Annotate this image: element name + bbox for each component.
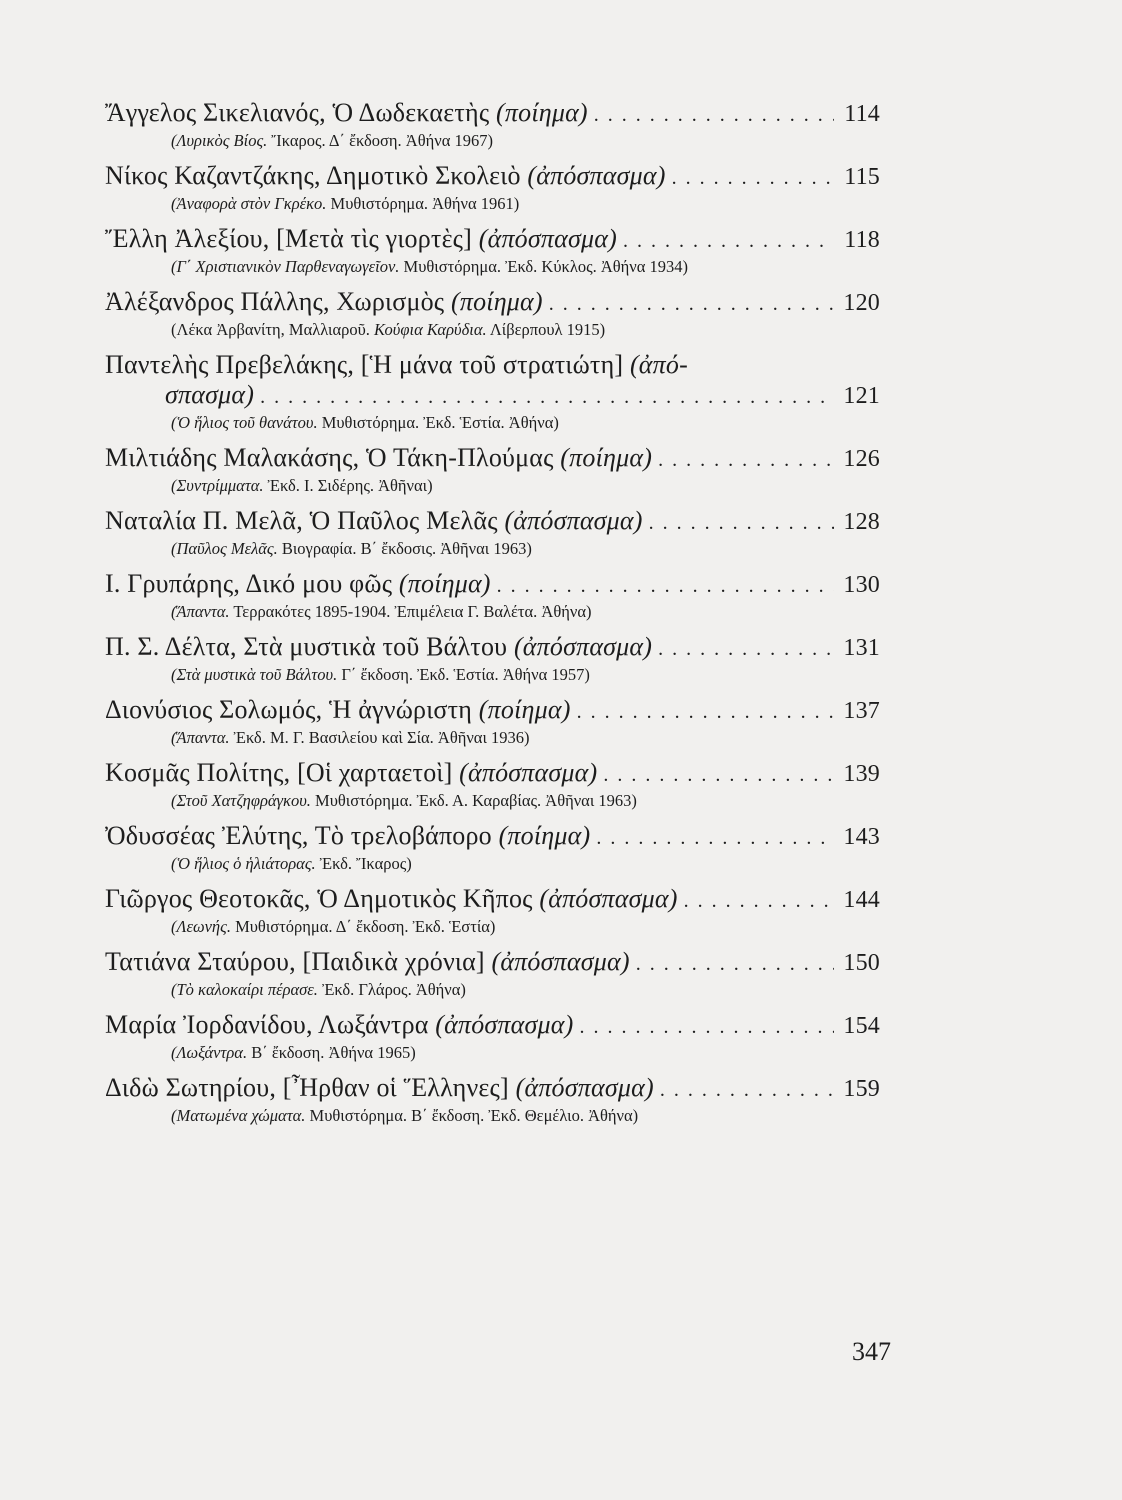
entry-title: Ναταλία Π. Μελᾶ, Ὁ Παῦλος Μελᾶς (ἀπόσπασμα) [105, 506, 643, 535]
entry-page: 128 [843, 509, 880, 535]
entry-page: 126 [843, 446, 880, 472]
entry-page: 144 [843, 887, 880, 913]
entry-heading [105, 98, 880, 130]
toc-entry [105, 98, 880, 152]
entry-title: Ὀδυσσέας Ἐλύτης, Τὸ τρελοβάπορο (ποίημα) [105, 821, 591, 850]
leader-dots [672, 163, 834, 193]
entry-source: (Ἅπαντα. Τερρακότες 1895-1904. Ἐπιμέλεια Γ. Βαλέτα. Ἀθήνα) [171, 602, 592, 621]
entry-page: 143 [843, 824, 880, 850]
leader-dots [579, 1012, 834, 1042]
entry-genre-continued: σπασμα) [165, 380, 255, 409]
entry-source: (Λέκα Ἀρβανίτη, Μαλλιαροῦ. Κούφια Καρύδια. Λίβερπουλ 1915) [171, 320, 606, 339]
entry-title: Π. Σ. Δέλτα, Στὰ μυστικὰ τοῦ Βάλτου (ἀπόσπασμα) [105, 632, 653, 661]
entry-title: Τατιάνα Σταύρου, [Παιδικὰ χρόνια] (ἀπόσπασμα) [105, 947, 630, 976]
entry-title: Παντελὴς Πρεβελάκης, [Ἡ μάνα τοῦ στρατιώτη] (ἀπό- [105, 350, 688, 379]
leader-dots [497, 571, 834, 601]
leader-dots [623, 226, 834, 256]
entry-page: 159 [843, 1076, 880, 1102]
entry-title: Κοσμᾶς Πολίτης, [Οἱ χαρταετοὶ] (ἀπόσπασμα) [105, 758, 598, 787]
entry-source: (Ὁ ἥλιος τοῦ θανάτου. Μυθιστόρημα. Ἐκδ. Ἑστία. Ἀθήνα) [171, 413, 559, 432]
toc-entry [105, 1073, 880, 1127]
entry-heading [105, 224, 880, 256]
entry-source: (Ὁ ἥλιος ὁ ἡλιάτορας. Ἐκδ. Ἴκαρος) [171, 854, 412, 873]
entry-source: (Στὰ μυστικὰ τοῦ Βάλτου. Γ΄ ἔκδοση. Ἐκδ. Ἑστία. Ἀθήνα 1957) [171, 665, 590, 684]
entry-heading [105, 506, 880, 538]
entry-heading [105, 569, 880, 601]
entry-title: Ἀλέξανδρος Πάλλης, Χωρισμὸς (ποίημα) [105, 287, 543, 316]
entry-page: 139 [843, 761, 880, 787]
entry-heading [105, 821, 880, 853]
entry-title: Ἄγγελος Σικελιανός, Ὁ Δωδεκαετὴς (ποίημα) [105, 98, 588, 127]
toc-entry [105, 1010, 880, 1064]
leader-dots [649, 508, 834, 538]
leader-dots [684, 886, 834, 916]
leader-dots [603, 760, 834, 790]
entry-heading [105, 443, 880, 475]
toc-entry [105, 758, 880, 812]
entry-page: 120 [843, 290, 880, 316]
entry-page: 114 [844, 101, 880, 127]
entry-page: 118 [844, 227, 880, 253]
entry-title: Νίκος Καζαντζάκης, Δημοτικὸ Σκολειὸ (ἀπόσπασμα) [105, 161, 666, 190]
leader-dots [594, 100, 834, 130]
entry-source: (Λωξάντρα. Β΄ ἔκδοση. Ἀθήνα 1965) [171, 1043, 416, 1062]
toc-entry [105, 884, 880, 938]
entry-title: Μαρία Ἰορδανίδου, Λωξάντρα (ἀπόσπασμα) [105, 1010, 574, 1039]
entry-page: 154 [843, 1013, 880, 1039]
leader-dots [260, 382, 834, 412]
toc-entry [105, 443, 880, 497]
table-of-contents [105, 98, 880, 1136]
toc-entry [105, 821, 880, 875]
entry-source: (Παῦλος Μελᾶς. Βιογραφία. Β΄ ἔκδοσις. Ἀθῆναι 1963) [171, 539, 532, 558]
toc-entry [105, 224, 880, 278]
entry-heading [105, 884, 880, 916]
entry-source: (Τὸ καλοκαίρι πέρασε. Ἐκδ. Γλάρος. Ἀθήνα) [171, 980, 466, 999]
entry-title: Ι. Γρυπάρης, Δικό μου φῶς (ποίημα) [105, 569, 491, 598]
leader-dots [577, 697, 834, 727]
entry-source: (Ἅπαντα. Ἐκδ. Μ. Γ. Βασιλείου καὶ Σία. Ἀθῆναι 1936) [171, 728, 530, 747]
leader-dots [658, 445, 834, 475]
entry-title: Διονύσιος Σολωμός, Ἡ ἀγνώριστη (ποίημα) [105, 695, 571, 724]
entry-heading [105, 695, 880, 727]
toc-entry [105, 569, 880, 623]
entry-page: 137 [843, 698, 880, 724]
toc-entry [105, 695, 880, 749]
toc-entry [105, 632, 880, 686]
entry-source: (Λυρικὸς Βίος. Ἴκαρος. Δ΄ ἔκδοση. Ἀθήνα 1967) [171, 131, 493, 150]
entry-heading [105, 350, 880, 412]
entry-source: (Λεωνής. Μυθιστόρημα. Δ΄ ἔκδοση. Ἐκδ. Ἑστία) [171, 917, 496, 936]
entry-source: (Συντρίμματα. Ἐκδ. Ι. Σιδέρης. Ἀθῆναι) [171, 476, 433, 495]
entry-heading [105, 287, 880, 319]
leader-dots [660, 1075, 834, 1105]
entry-heading [105, 632, 880, 664]
entry-source: (Στοῦ Χατζηφράγκου. Μυθιστόρημα. Ἐκδ. Α. Καραβίας. Ἀθῆναι 1963) [171, 791, 637, 810]
toc-entry [105, 287, 880, 341]
entry-title: Διδὼ Σωτηρίου, [Ἦρθαν οἱ Ἕλληνες] (ἀπόσπασμα) [105, 1073, 654, 1102]
entry-page: 121 [843, 383, 880, 409]
toc-entry [105, 947, 880, 1001]
toc-entry [105, 161, 880, 215]
entry-heading [105, 758, 880, 790]
leader-dots [636, 949, 834, 979]
toc-entry [105, 506, 880, 560]
entry-title: Ἔλλη Ἀλεξίου, [Μετὰ τὶς γιορτὲς] (ἀπόσπασμα) [105, 224, 617, 253]
toc-entry [105, 350, 880, 434]
entry-heading [105, 1010, 880, 1042]
entry-page: 131 [843, 635, 880, 661]
entry-source: (Γ΄ Χριστιανικὸν Παρθεναγωγεῖον. Μυθιστόρημα. Ἐκδ. Κύκλος. Ἀθήνα 1934) [171, 257, 689, 276]
leader-dots [549, 289, 834, 319]
leader-dots [658, 634, 834, 664]
page-number: 347 [852, 1337, 891, 1366]
entry-page: 130 [843, 572, 880, 598]
entry-heading [105, 161, 880, 193]
entry-page: 150 [843, 950, 880, 976]
entry-title: Γιῶργος Θεοτοκᾶς, Ὁ Δημοτικὸς Κῆπος (ἀπόσπασμα) [105, 884, 678, 913]
leader-dots [596, 823, 834, 853]
entry-page: 115 [844, 164, 880, 190]
entry-heading [105, 1073, 880, 1105]
entry-heading [105, 947, 880, 979]
entry-source: (Ματωμένα χώματα. Μυθιστόρημα. Β΄ ἔκδοση. Ἐκδ. Θεμέλιο. Ἀθήνα) [171, 1106, 639, 1125]
entry-title: Μιλτιάδης Μαλακάσης, Ὁ Τάκη-Πλούμας (ποίημα) [105, 443, 653, 472]
entry-source: (Ἀναφορὰ στὸν Γκρέκο. Μυθιστόρημα. Ἀθήνα 1961) [171, 194, 520, 213]
